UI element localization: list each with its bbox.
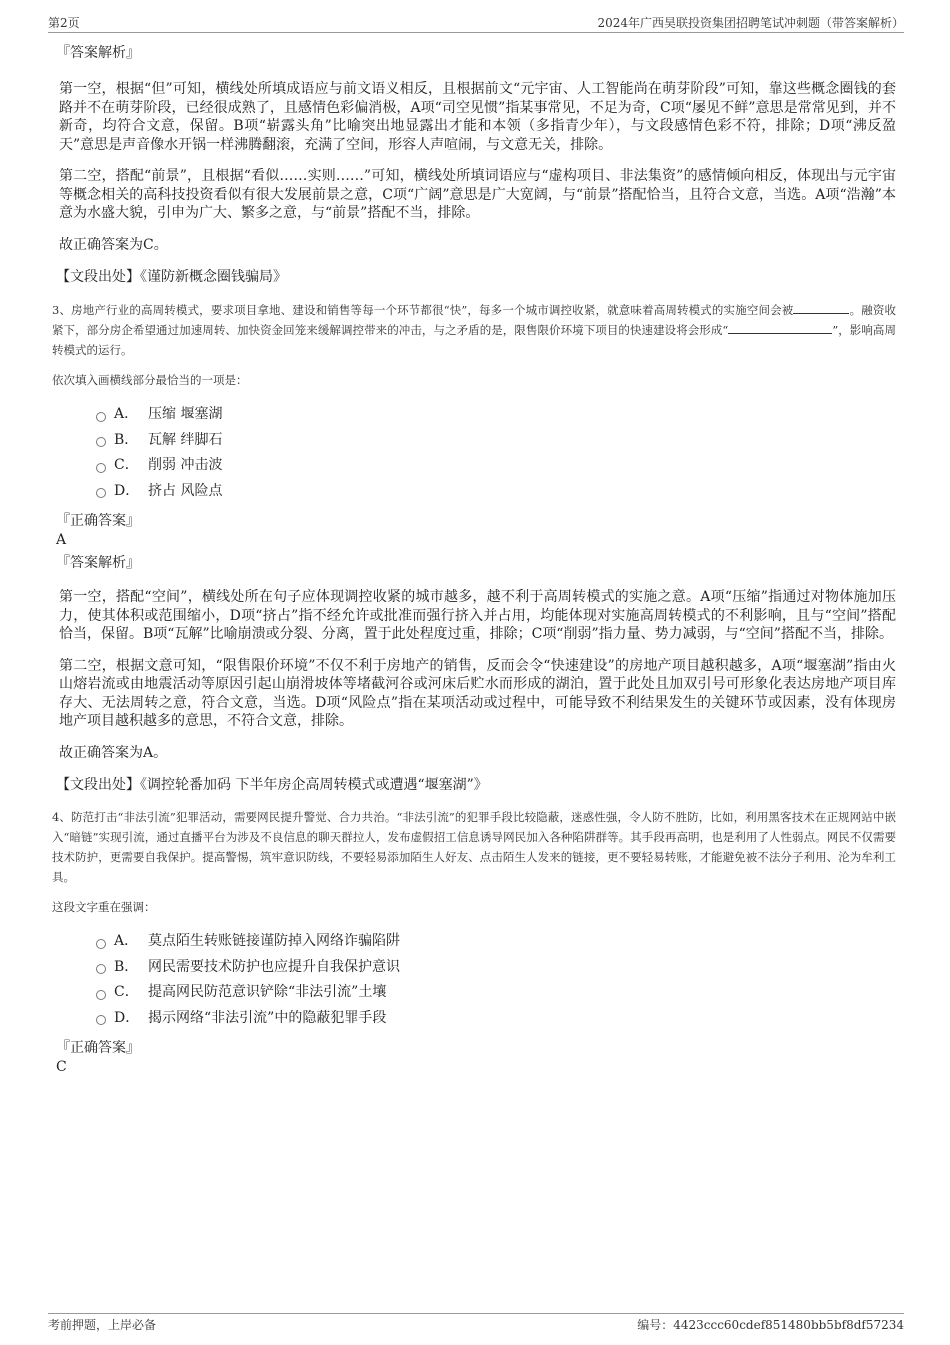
page-header	[48, 14, 904, 33]
question-prompt: 依次填入画横线部分最恰当的一项是：	[52, 373, 248, 387]
option-c[interactable]: C． 提高网民防范意识铲除“非法引流”土壤	[96, 980, 896, 1006]
answer-label: 『正确答案』	[56, 513, 140, 529]
conclusion: 故正确答案为A。	[59, 744, 168, 761]
analysis-label: 『答案解析』	[56, 45, 140, 61]
radio-icon[interactable]	[96, 990, 106, 1000]
option-c[interactable]: C． 削弱 冲击波	[96, 453, 896, 479]
option-list	[56, 929, 896, 1031]
option-d[interactable]: D． 挤占 风险点	[96, 479, 896, 505]
page-footer	[48, 1313, 904, 1332]
radio-icon[interactable]	[96, 437, 106, 447]
page-number: 第2页	[48, 16, 80, 30]
option-a[interactable]: A． 压缩 堰塞湖	[96, 402, 896, 428]
radio-icon[interactable]	[96, 488, 106, 498]
document-title: 2024年广西昊联投资集团招聘笔试冲刺题（带答案解析）	[597, 16, 904, 30]
radio-icon[interactable]	[96, 939, 106, 949]
analysis-paragraph: 第二空，搭配“前景”，且根据“看似……实则……”可知，横线处所填词语应与“虚构项目、非法集资”的感情倾向相反，体现出与元宇宙等概念相关的高科技投资看似有很大发展前景之意，C项“广阔”意思是广大宽阔，与“前景”搭配恰当，且符合文意，当选。A项“浩瀚”本意为水盛大貌，引申为广大、繁多之意，与“前景”搭配不当，排除。	[59, 168, 896, 221]
question-stem: 4、防范打击“非法引流”犯罪活动，需要网民提升警觉、合力共治。“非法引流”的犯罪手段比较隐蔽，迷惑性强，令人防不胜防，比如，利用黑客技术在正规网站中嵌入“暗链”实现引流，通过直播平台为涉及不良信息的聊天群拉人，发布虚假招工信息诱导网民加入各种陷阱群等。其手段再高明，也是利用了人性弱点。网民不仅需要技术防护，更需要自我保护。提高警惕，筑牢意识防线，不要轻易添加陌生人好友、点击陌生人发来的链接，更不要轻易转账，才能避免被不法分子利用、沦为牟利工具。	[52, 810, 896, 884]
document-body	[52, 42, 896, 1075]
analysis-paragraph: 第一空，根据“但”可知，横线处所填成语应与前文语义相反，且根据前文“元宇宙、人工智能尚在萌芽阶段”可知，靠这些概念圈钱的套路并不在萌芽阶段，已经很成熟了，且感情色彩偏消极，A项“司空见惯”指某事常见，不足为奇，C项“屡见不鲜”意思是常常见到，并不新奇，均符合文意，保留。B项“崭露头角”比喻突出地显露出才能和本领（多指青少年），与文段感情色彩不符，排除；D项“沸反盈天”意思是声音像水开锅一样沸腾翻滚，充满了空间，形容人声喧闹，与文意无关，排除。	[59, 81, 896, 153]
correct-answer: C	[56, 1059, 67, 1075]
question-stem	[52, 300, 896, 360]
radio-icon[interactable]	[96, 1015, 106, 1025]
source-citation: 【文段出处】《调控轮番加码 下半年房企高周转模式或遭遇“堰塞湖”》	[56, 777, 488, 793]
radio-icon[interactable]	[96, 964, 106, 974]
fill-blank	[728, 321, 832, 334]
stem-part: 3、房地产行业的高周转模式，要求项目拿地、建设和销售等每一个环节都很“快”，每多一个城市调控收紧，就意味着高周转模式的实施空间会被	[52, 303, 794, 317]
source-citation: 【文段出处】《谨防新概念圈钱骗局》	[56, 269, 287, 285]
fill-blank	[793, 301, 849, 314]
question-prompt: 这段文字重在强调：	[52, 900, 156, 914]
answer-label: 『正确答案』	[56, 1040, 140, 1056]
correct-answer: A	[56, 532, 67, 548]
conclusion: 故正确答案为C。	[59, 236, 168, 253]
footer-slogan: 考前押题，上岸必备	[48, 1318, 157, 1332]
stem-part: 。融资收紧下，部分房企希望通过加速周转、加快资金回笼来缓解调控带来的冲击，与之矛盾的是，限售限价环境下项目的快速建设将会形成“	[52, 303, 896, 337]
document-id: 编号：4423ccc60cdef851480bb5bf8df57234	[637, 1318, 904, 1332]
radio-icon[interactable]	[96, 412, 106, 422]
option-d[interactable]: D． 揭示网络“非法引流”中的隐蔽犯罪手段	[96, 1006, 896, 1032]
stem-part: ”，影响高周转模式的运行。	[52, 323, 896, 357]
option-b[interactable]: B． 网民需要技术防护也应提升自我保护意识	[96, 955, 896, 981]
analysis-paragraph: 第一空，搭配“空间”，横线处所在句子应体现调控收紧的城市越多，越不利于高周转模式的实施之意。A项“压缩”指通过对物体施加压力，使其体积或范围缩小，D项“挤占”指不经允许或批准而强行挤入并占用，均能体现对实施高周转模式的不利影响，且与“空间”搭配恰当，保留。B项“瓦解”比喻崩溃或分裂、分离，置于此处程度过重，排除；C项“削弱”指力量、势力减弱，与“空间”搭配不当，排除。	[59, 589, 896, 642]
analysis-paragraph: 第二空，根据文意可知，“限售限价环境”不仅不利于房地产的销售，反而会令“快速建设”的房地产项目越积越多，A项“堰塞湖”指由火山熔岩流或由地震活动等原因引起山崩滑坡体等堵截河谷或河床后贮水而形成的湖泊，置于此处且加双引号可形象化表达房地产项目库存大、无法周转之意，符合文意，当选。D项“风险点”指在某项活动或过程中，可能导致不利结果发生的关键环节或因素，没有体现房地产项目越积越多的意思，不符合文意，排除。	[59, 657, 896, 729]
option-b[interactable]: B． 瓦解 绊脚石	[96, 428, 896, 454]
option-a[interactable]: A． 莫点陌生转账链接谨防掉入网络诈骗陷阱	[96, 929, 896, 955]
analysis-label: 『答案解析』	[56, 555, 140, 571]
option-list	[56, 402, 896, 504]
radio-icon[interactable]	[96, 463, 106, 473]
